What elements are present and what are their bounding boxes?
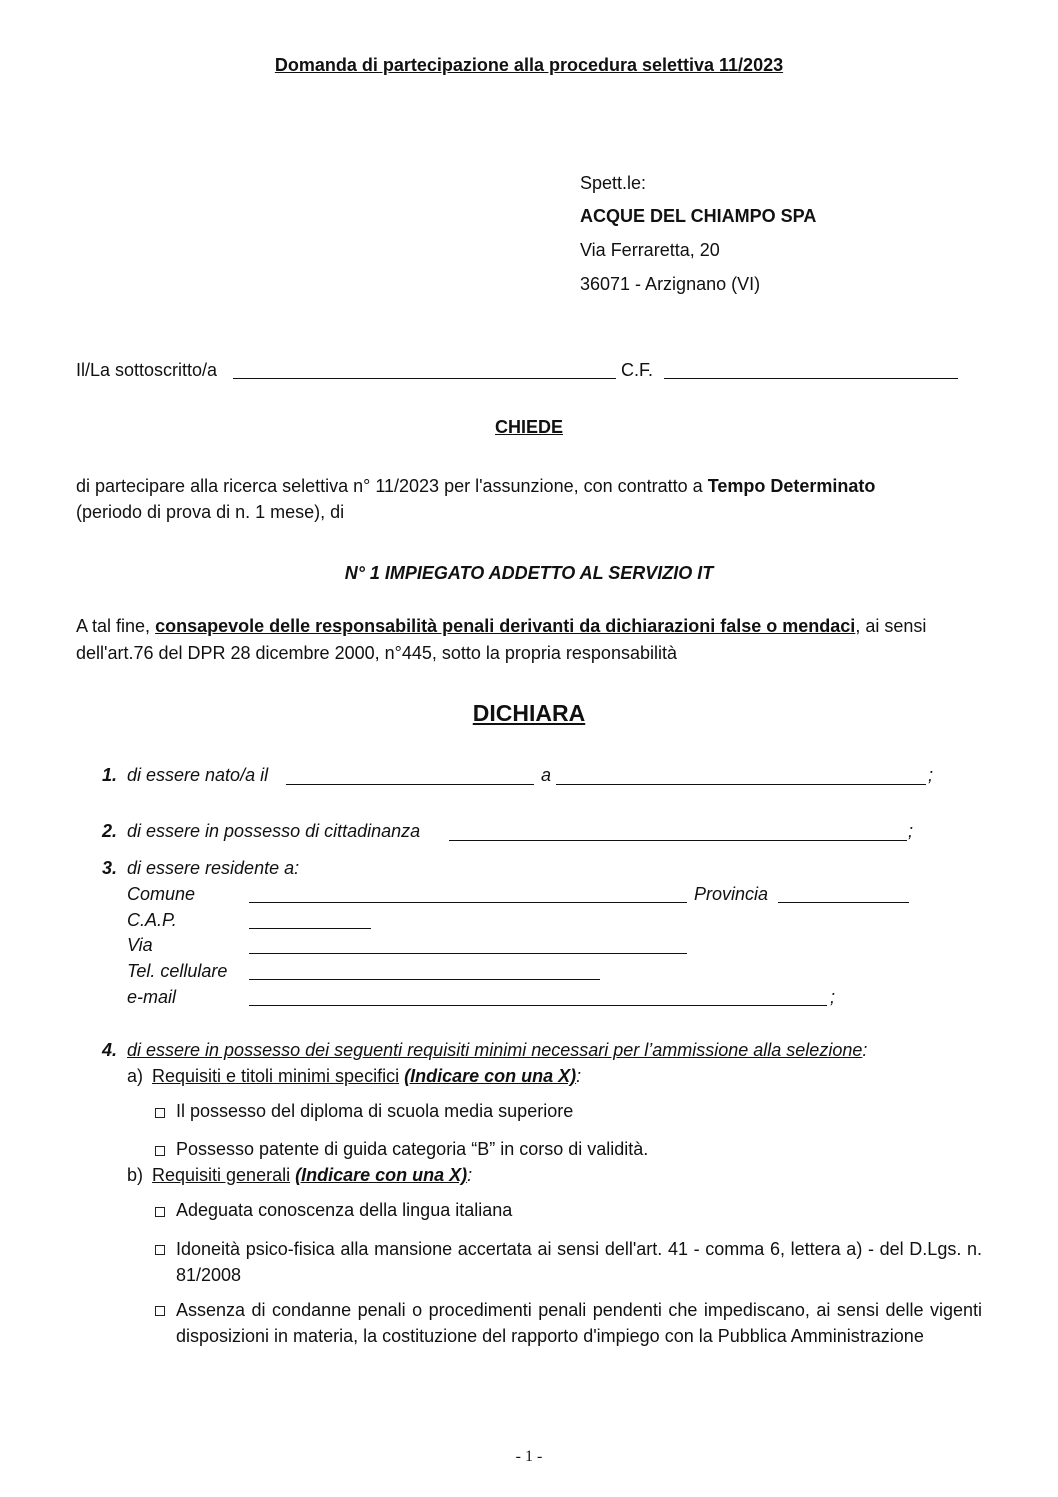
sub-b-letter: b) bbox=[127, 1165, 144, 1185]
email-field[interactable] bbox=[249, 1005, 827, 1006]
sub-b-colon: : bbox=[467, 1165, 473, 1185]
item-1-end: ; bbox=[928, 765, 934, 785]
position-title: N° 1 IMPIEGATO ADDETTO AL SERVIZIO IT bbox=[344, 563, 714, 583]
tel-field[interactable] bbox=[249, 979, 600, 980]
item-2-end: ; bbox=[908, 821, 914, 841]
req-license-label: Possesso patente di guida categoria “B” in corso di validità. bbox=[176, 1139, 649, 1159]
req-language-label: Adeguata conoscenza della lingua italiana bbox=[176, 1200, 513, 1220]
via-label: Via bbox=[127, 935, 153, 955]
cf-field[interactable] bbox=[664, 378, 958, 379]
sub-a-colon: : bbox=[576, 1066, 582, 1086]
awareness-prefix: A tal fine, bbox=[76, 616, 151, 636]
recipient-company: ACQUE DEL CHIAMPO SPA bbox=[580, 206, 817, 226]
sub-b-heading bbox=[152, 1165, 472, 1186]
checkbox-diploma[interactable] bbox=[155, 1108, 165, 1118]
comune-field[interactable] bbox=[249, 902, 687, 903]
email-label: e-mail bbox=[127, 987, 177, 1007]
sub-b-hint: (Indicare con una X) bbox=[295, 1165, 468, 1185]
item-1-mid: a bbox=[541, 765, 552, 785]
item-3-end: ; bbox=[830, 987, 836, 1007]
provincia-label: Provincia bbox=[694, 884, 769, 904]
sub-a-label: Requisiti e titoli minimi specifici bbox=[152, 1066, 400, 1086]
item-4-label: di essere in possesso dei seguenti requisiti minimi necessari per l’ammissione alla selezione bbox=[127, 1040, 863, 1060]
request-line-1-text: di partecipare alla ricerca selettiva n° 11/2023 per l'assunzione, con contratto a bbox=[76, 476, 703, 496]
req-diploma-label: Il possesso del diploma di scuola media superiore bbox=[176, 1101, 574, 1121]
item-2-label: di essere in possesso di cittadinanza bbox=[127, 821, 421, 841]
awareness-suffix: , ai sensi bbox=[855, 616, 927, 636]
signee-label: Il/La sottoscritto/a bbox=[76, 360, 218, 380]
sub-a-heading bbox=[152, 1066, 581, 1087]
checkbox-no-convictions[interactable] bbox=[155, 1306, 165, 1316]
awareness-line-2: dell'art.76 del DPR 28 dicembre 2000, n°445, sotto la propria responsabilità bbox=[76, 643, 677, 663]
checkbox-driving-license[interactable] bbox=[155, 1146, 165, 1156]
sub-b-label: Requisiti generali bbox=[152, 1165, 291, 1185]
req-no-convictions-label: Assenza di condanne penali o procedimenti penali pendenti che impediscano, ai sensi delle vigenti disposizioni in materia, la costituzione del rapporto d'impiego con la Pubblica Amministrazione bbox=[176, 1300, 982, 1346]
checkbox-fitness[interactable] bbox=[155, 1245, 165, 1255]
item-4-label-wrap bbox=[127, 1040, 867, 1061]
item-3-number: 3. bbox=[102, 858, 118, 878]
awareness-line-1 bbox=[76, 616, 926, 637]
page-number: - 1 - bbox=[515, 1448, 543, 1465]
checkbox-italian-language[interactable] bbox=[155, 1207, 165, 1217]
document-title: Domanda di partecipazione alla procedura selettiva 11/2023 bbox=[274, 55, 784, 75]
recipient-salutation: Spett.le: bbox=[580, 173, 647, 193]
item-4-number: 4. bbox=[102, 1040, 118, 1060]
request-line-2: (periodo di prova di n. 1 mese), di bbox=[76, 502, 345, 522]
cap-field[interactable] bbox=[249, 928, 371, 929]
item-2-number: 2. bbox=[102, 821, 118, 841]
recipient-street: Via Ferraretta, 20 bbox=[580, 240, 720, 260]
signee-name-field[interactable] bbox=[233, 378, 616, 379]
sub-a-letter: a) bbox=[127, 1066, 144, 1086]
comune-label: Comune bbox=[127, 884, 196, 904]
citizenship-field[interactable] bbox=[449, 840, 907, 841]
via-field[interactable] bbox=[249, 953, 687, 954]
contract-type: Tempo Determinato bbox=[707, 476, 876, 496]
awareness-underlined: consapevole delle responsabilità penali derivanti da dichiarazioni false o mendaci bbox=[155, 616, 856, 636]
request-line-1 bbox=[76, 476, 875, 497]
sub-a-hint: (Indicare con una X) bbox=[404, 1066, 577, 1086]
cap-label: C.A.P. bbox=[127, 910, 177, 930]
item-4-colon: : bbox=[862, 1040, 868, 1060]
cf-label: C.F. bbox=[621, 360, 654, 380]
recipient-city: 36071 - Arzignano (VI) bbox=[580, 274, 761, 294]
declaration-heading: DICHIARA bbox=[472, 700, 586, 726]
item-3-label: di essere residente a: bbox=[127, 858, 300, 878]
birth-place-field[interactable] bbox=[556, 784, 926, 785]
req-fitness-label: Idoneità psico-fisica alla mansione accertata ai sensi dell'art. 41 - comma 6, lettera a) - del D.Lgs. n. 81/2008 bbox=[176, 1239, 982, 1285]
birth-date-field[interactable] bbox=[286, 784, 534, 785]
item-1-number: 1. bbox=[102, 765, 118, 785]
tel-label: Tel. cellulare bbox=[127, 961, 228, 981]
item-1-label: di essere nato/a il bbox=[127, 765, 269, 785]
request-heading: CHIEDE bbox=[494, 417, 563, 437]
provincia-field[interactable] bbox=[778, 902, 909, 903]
